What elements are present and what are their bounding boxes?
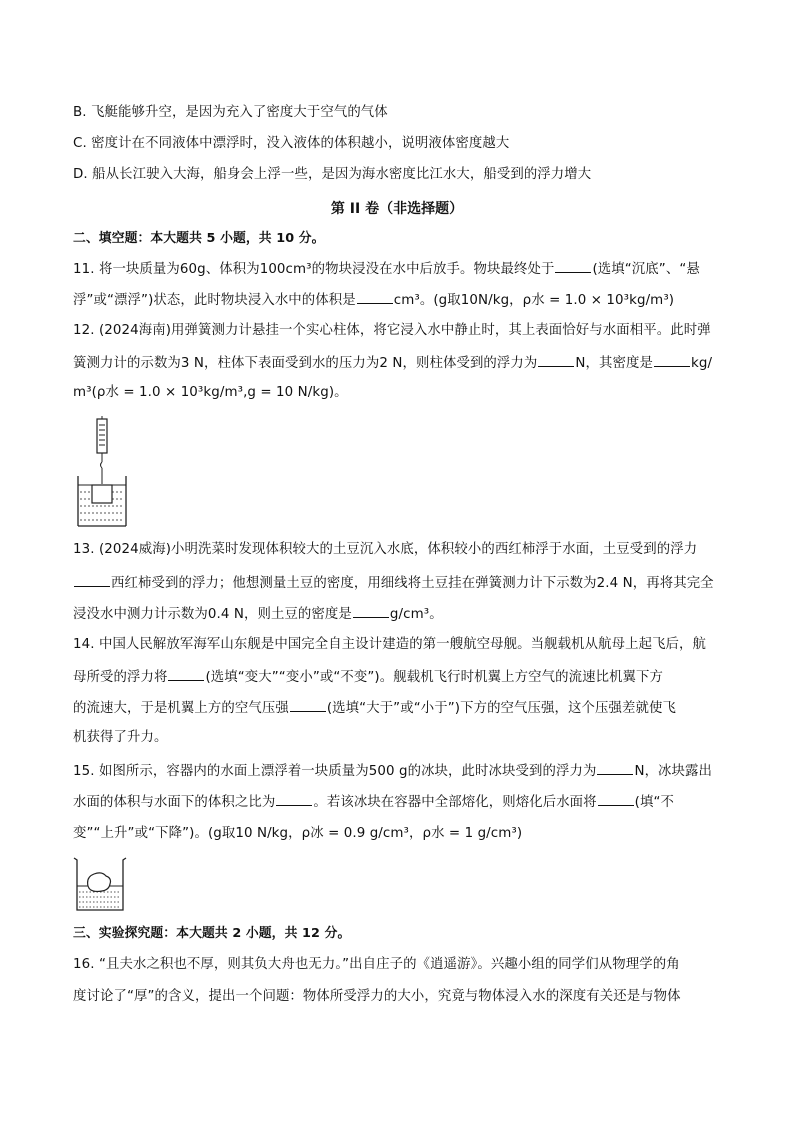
q15-line1: 15. 如图所示，容器内的水面上漂浮着一块质量为500 g的冰块，此时冰块受到的浮力为 N，冰块露出: [73, 761, 712, 781]
volume-title: 第 II 卷（非选择题）: [330, 201, 464, 217]
q15-line3: 变”“上升”或“下降”)。(g取10 N/kg，ρ冰 = 0.9 g/cm³，ρ水 = 1 g/cm³): [73, 826, 523, 841]
answer-blank[interactable]: [555, 259, 591, 273]
q12-line3: m³(ρ水 = 1.0 × 10³kg/m³,g = 10 N/kg)。: [73, 385, 348, 400]
q14-line3: 的流速大，于是机翼上方的空气压强 (选填“大于”或“小于”)下方的空气压强，这个压强差就使飞: [73, 698, 676, 718]
section2-title: 二、填空题：本大题共 5 小题，共 10 分。: [73, 231, 325, 246]
q15-line2: 水面的体积与水面下的体积之比为 。若该冰块在容器中全部熔化，则熔化后水面将 (填“不: [73, 792, 674, 812]
beaker-ice-figure: [72, 856, 128, 914]
q12-line2: 簧测力计的示数为3 N，柱体下表面受到水的压力为2 N，则柱体受到的浮力为 N，其密度是 kg/: [73, 353, 712, 373]
answer-blank[interactable]: [353, 604, 389, 618]
option-c: C. 密度计在不同液体中漂浮时，没入液体的体积越小，说明液体密度越大: [73, 136, 510, 151]
option-d: D. 船从长江驶入大海，船身会上浮一些，是因为海水密度比江水大，船受到的浮力增大: [73, 167, 592, 182]
q11-line1: 11. 将一块质量为60g、体积为100cm³的物块浸没在水中后放手。物块最终处于 (选填“沉底”、“悬: [73, 259, 700, 279]
q13-line3: 浸没水中测力计示数为0.4 N，则土豆的密度是 g/cm³。: [73, 604, 443, 624]
answer-blank[interactable]: [357, 290, 393, 304]
answer-blank[interactable]: [598, 792, 634, 806]
q13-line2: 西红柿受到的浮力；他想测量土豆的密度，用细线将土豆挂在弹簧测力计下示数为2.4 N，再将其完全: [73, 573, 714, 593]
q14-line1: 14. 中国人民解放军海军山东舰是中国完全自主设计建造的第一艘航空母舰。当舰载机从航母上起飞后，航: [73, 637, 707, 652]
q14-line4: 机获得了升力。: [73, 730, 168, 745]
answer-blank[interactable]: [74, 573, 110, 587]
spring-scale-figure: [74, 416, 130, 528]
answer-blank[interactable]: [538, 353, 574, 367]
q16-line1: 16. “且夫水之积也不厚，则其负大舟也无力。”出自庄子的《逍遥游》。兴趣小组的同学们从物理学的角: [73, 957, 680, 972]
answer-blank[interactable]: [276, 792, 312, 806]
q13-line1: 13. (2024威海)小明洗菜时发现体积较大的土豆沉入水底，体积较小的西红柿浮于水面，土豆受到的浮力: [73, 542, 698, 557]
q14-line2: 母所受的浮力将 (选填“变大”“变小”或“不变”)。舰载机飞行时机翼上方空气的流速比机翼下方: [73, 667, 663, 687]
section3-title: 三、实验探究题：本大题共 2 小题，共 12 分。: [73, 926, 351, 941]
answer-blank[interactable]: [290, 698, 326, 712]
q12-line1: 12. (2024海南)用弹簧测力计悬挂一个实心柱体，将它浸入水中静止时，其上表面恰好与水面相平。此时弹: [73, 323, 711, 338]
answer-blank[interactable]: [168, 667, 204, 681]
q16-line2: 度讨论了“厚”的含义，提出一个问题：物体所受浮力的大小，究竟与物体浸入水的深度有关还是与物体: [73, 989, 681, 1004]
option-b: B. 飞艇能够升空，是因为充入了密度大于空气的气体: [73, 105, 388, 120]
q11-line2: 浮”或“漂浮”)状态，此时物块浸入水中的体积是 cm³。(g取10N/kg，ρ水 = 1.0 × 10³kg/m³): [73, 290, 674, 310]
answer-blank[interactable]: [597, 761, 633, 775]
answer-blank[interactable]: [654, 353, 690, 367]
